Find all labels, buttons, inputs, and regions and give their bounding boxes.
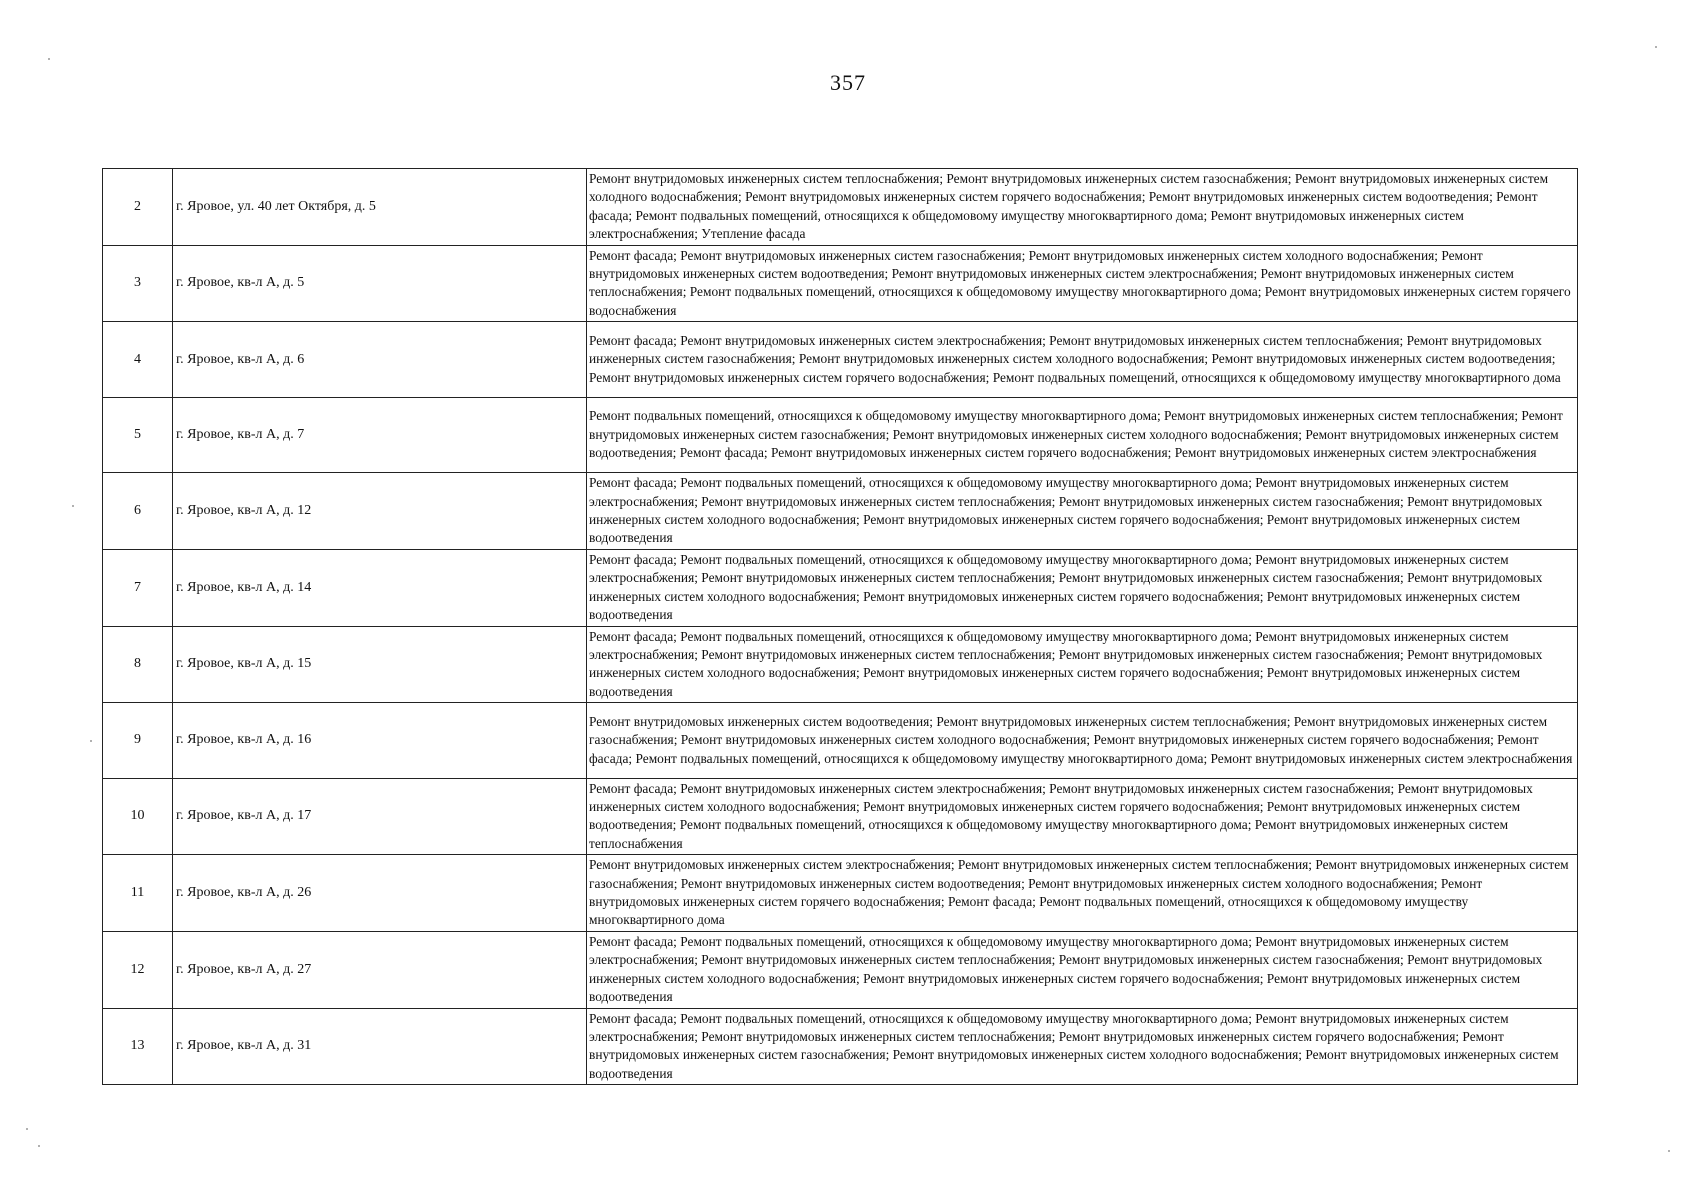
row-works: Ремонт фасада; Ремонт внутридомовых инженерных систем электроснабжения; Ремонт внутридомовых инженерных систем газоснабжения; Ремонт внутридомовых инженерных систем холодного водоснабжения; Ремонт внутридомовых инженерных систем горячего водоснабжения; Ремонт внутридомовых инженерных систем водоотведения; Ремонт подвальных помещений, относящихся к общедомовому имуществу многоквартирного дома; Ремонт внутридомовых инженерных систем теплоснабжения bbox=[587, 778, 1578, 855]
row-number: 13 bbox=[103, 1008, 173, 1085]
table-row bbox=[103, 703, 1578, 779]
row-works: Ремонт фасада; Ремонт подвальных помещений, относящихся к общедомовому имуществу многоквартирного дома; Ремонт внутридомовых инженерных систем электроснабжения; Ремонт внутридомовых инженерных систем теплоснабжения; Ремонт внутридомовых инженерных систем газоснабжения; Ремонт внутридомовых инженерных систем холодного водоснабжения; Ремонт внутридомовых инженерных систем горячего водоснабжения; Ремонт внутридомовых инженерных систем водоотведения bbox=[587, 626, 1578, 703]
row-number: 11 bbox=[103, 855, 173, 932]
row-works: Ремонт фасада; Ремонт внутридомовых инженерных систем газоснабжения; Ремонт внутридомовых инженерных систем холодного водоснабжения; Ремонт внутридомовых инженерных систем водоотведения; Ремонт внутридомовых инженерных систем электроснабжения; Ремонт внутридомовых инженерных систем теплоснабжения; Ремонт подвальных помещений, относящихся к общедомовому имуществу многоквартирного дома; Ремонт внутридомовых инженерных систем горячего водоснабжения bbox=[587, 245, 1578, 322]
page-number: 357 bbox=[830, 70, 866, 95]
row-address: г. Яровое, кв-л А, д. 14 bbox=[173, 549, 587, 626]
row-number: 2 bbox=[103, 169, 173, 246]
row-number: 7 bbox=[103, 549, 173, 626]
table-row bbox=[103, 931, 1578, 1008]
table-row bbox=[103, 397, 1578, 473]
row-works: Ремонт фасада; Ремонт подвальных помещений, относящихся к общедомовому имуществу многоквартирного дома; Ремонт внутридомовых инженерных систем электроснабжения; Ремонт внутридомовых инженерных систем теплоснабжения; Ремонт внутридомовых инженерных систем газоснабжения; Ремонт внутридомовых инженерных систем холодного водоснабжения; Ремонт внутридомовых инженерных систем горячего водоснабжения; Ремонт внутридомовых инженерных систем водоотведения bbox=[587, 473, 1578, 550]
row-number: 4 bbox=[103, 322, 173, 398]
row-works: Ремонт фасада; Ремонт внутридомовых инженерных систем электроснабжения; Ремонт внутридомовых инженерных систем теплоснабжения; Ремонт внутридомовых инженерных систем газоснабжения; Ремонт внутридомовых инженерных систем холодного водоснабжения; Ремонт внутридомовых инженерных систем водоотведения; Ремонт внутридомовых инженерных систем горячего водоснабжения; Ремонт подвальных помещений, относящихся к общедомовому имуществу многоквартирного дома bbox=[587, 322, 1578, 398]
table-row bbox=[103, 322, 1578, 398]
row-number: 9 bbox=[103, 703, 173, 779]
scan-speck bbox=[1668, 1150, 1670, 1152]
row-address: г. Яровое, кв-л А, д. 6 bbox=[173, 322, 587, 398]
repair-works-table bbox=[102, 168, 1578, 1085]
table-row bbox=[103, 473, 1578, 550]
table-body bbox=[103, 169, 1578, 1085]
row-address: г. Яровое, кв-л А, д. 5 bbox=[173, 245, 587, 322]
row-works: Ремонт подвальных помещений, относящихся к общедомовому имуществу многоквартирного дома; Ремонт внутридомовых инженерных систем теплоснабжения; Ремонт внутридомовых инженерных систем газоснабжения; Ремонт внутридомовых инженерных систем холодного водоснабжения; Ремонт внутридомовых инженерных систем водоотведения; Ремонт фасада; Ремонт внутридомовых инженерных систем горячего водоснабжения; Ремонт внутридомовых инженерных систем электроснабжения bbox=[587, 397, 1578, 473]
table-row bbox=[103, 169, 1578, 246]
row-address: г. Яровое, кв-л А, д. 17 bbox=[173, 778, 587, 855]
table-row bbox=[103, 778, 1578, 855]
row-works: Ремонт внутридомовых инженерных систем электроснабжения; Ремонт внутридомовых инженерных систем теплоснабжения; Ремонт внутридомовых инженерных систем газоснабжения; Ремонт внутридомовых инженерных систем водоотведения; Ремонт внутридомовых инженерных систем холодного водоснабжения; Ремонт внутридомовых инженерных систем горячего водоснабжения; Ремонт фасада; Ремонт подвальных помещений, относящихся к общедомовому имуществу многоквартирного дома bbox=[587, 855, 1578, 932]
row-works: Ремонт внутридомовых инженерных систем теплоснабжения; Ремонт внутридомовых инженерных систем газоснабжения; Ремонт внутридомовых инженерных систем холодного водоснабжения; Ремонт внутридомовых инженерных систем горячего водоснабжения; Ремонт внутридомовых инженерных систем водоотведения; Ремонт фасада; Ремонт подвальных помещений, относящихся к общедомовому имуществу многоквартирного дома; Ремонт внутридомовых инженерных систем электроснабжения; Утепление фасада bbox=[587, 169, 1578, 246]
scan-speck bbox=[48, 58, 50, 60]
row-number: 12 bbox=[103, 931, 173, 1008]
scan-speck bbox=[1655, 46, 1657, 48]
scan-speck bbox=[38, 1145, 40, 1147]
row-works: Ремонт внутридомовых инженерных систем водоотведения; Ремонт внутридомовых инженерных систем теплоснабжения; Ремонт внутридомовых инженерных систем газоснабжения; Ремонт внутридомовых инженерных систем холодного водоснабжения; Ремонт внутридомовых инженерных систем горячего водоснабжения; Ремонт фасада; Ремонт подвальных помещений, относящихся к общедомовому имуществу многоквартирного дома; Ремонт внутридомовых инженерных систем электроснабжения bbox=[587, 703, 1578, 779]
row-works: Ремонт фасада; Ремонт подвальных помещений, относящихся к общедомовому имуществу многоквартирного дома; Ремонт внутридомовых инженерных систем электроснабжения; Ремонт внутридомовых инженерных систем теплоснабжения; Ремонт внутридомовых инженерных систем газоснабжения; Ремонт внутридомовых инженерных систем холодного водоснабжения; Ремонт внутридомовых инженерных систем горячего водоснабжения; Ремонт внутридомовых инженерных систем водоотведения bbox=[587, 931, 1578, 1008]
row-number: 8 bbox=[103, 626, 173, 703]
row-address: г. Яровое, кв-л А, д. 12 bbox=[173, 473, 587, 550]
row-address: г. Яровое, кв-л А, д. 16 bbox=[173, 703, 587, 779]
row-address: г. Яровое, ул. 40 лет Октября, д. 5 bbox=[173, 169, 587, 246]
row-address: г. Яровое, кв-л А, д. 7 bbox=[173, 397, 587, 473]
row-address: г. Яровое, кв-л А, д. 31 bbox=[173, 1008, 587, 1085]
scan-speck bbox=[26, 1128, 28, 1130]
table-row bbox=[103, 549, 1578, 626]
row-number: 6 bbox=[103, 473, 173, 550]
table-row bbox=[103, 1008, 1578, 1085]
row-number: 5 bbox=[103, 397, 173, 473]
row-works: Ремонт фасада; Ремонт подвальных помещений, относящихся к общедомовому имуществу многоквартирного дома; Ремонт внутридомовых инженерных систем электроснабжения; Ремонт внутридомовых инженерных систем теплоснабжения; Ремонт внутридомовых инженерных систем горячего водоснабжения; Ремонт внутридомовых инженерных систем газоснабжения; Ремонт внутридомовых инженерных систем холодного водоснабжения; Ремонт внутридомовых инженерных систем водоотведения bbox=[587, 1008, 1578, 1085]
row-number: 10 bbox=[103, 778, 173, 855]
row-works: Ремонт фасада; Ремонт подвальных помещений, относящихся к общедомовому имуществу многоквартирного дома; Ремонт внутридомовых инженерных систем электроснабжения; Ремонт внутридомовых инженерных систем теплоснабжения; Ремонт внутридомовых инженерных систем газоснабжения; Ремонт внутридомовых инженерных систем холодного водоснабжения; Ремонт внутридомовых инженерных систем горячего водоснабжения; Ремонт внутридомовых инженерных систем водоотведения bbox=[587, 549, 1578, 626]
row-address: г. Яровое, кв-л А, д. 15 bbox=[173, 626, 587, 703]
row-address: г. Яровое, кв-л А, д. 27 bbox=[173, 931, 587, 1008]
table-row bbox=[103, 626, 1578, 703]
table-row bbox=[103, 855, 1578, 932]
scan-speck bbox=[72, 505, 74, 507]
row-address: г. Яровое, кв-л А, д. 26 bbox=[173, 855, 587, 932]
row-number: 3 bbox=[103, 245, 173, 322]
table-row bbox=[103, 245, 1578, 322]
scan-speck bbox=[90, 740, 92, 742]
